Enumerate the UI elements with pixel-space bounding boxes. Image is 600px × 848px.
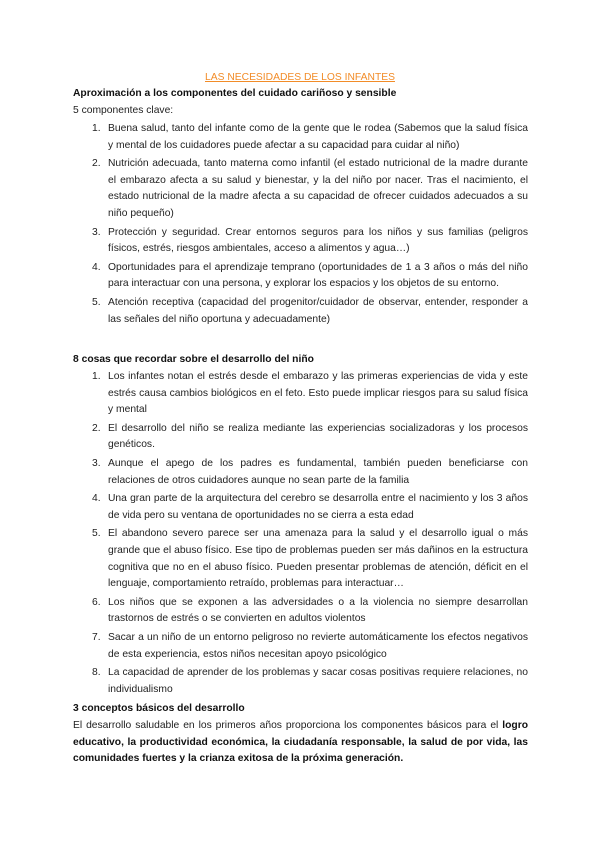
list-item-text: Buena salud, tanto del infante como de la gente que le rodea (Sabemos que la salud física y mental de los cuidadores puede afectar a su capacidad para cuidar al niño) — [108, 123, 528, 151]
section3-bold-text: logro educativo, la productividad económica, la ciudadanía responsable, la salud de por vida, las comunidades fuertes y la crianza exitosa de la próxima generación. — [73, 720, 528, 765]
list-item-number: 4. — [92, 261, 101, 273]
list-item-number: 6. — [92, 596, 101, 608]
list-item — [73, 456, 528, 489]
list-item-number: 1. — [92, 123, 101, 134]
list-item-text: Aunque el apego de los padres es fundamental, también pueden beneficiarse con relaciones de otros cuidadores aunque no sean parte de la familia — [108, 457, 528, 486]
list-item — [73, 295, 528, 328]
list-item-number: 2. — [92, 422, 101, 434]
list-item — [73, 156, 528, 222]
list-item — [73, 260, 528, 293]
section3-text: El desarrollo saludable en los primeros años proporciona los componentes básicos para el — [73, 720, 503, 731]
list-item — [73, 121, 528, 154]
section1-heading: Aproximación a los componentes del cuidado cariñoso y sensible — [73, 88, 397, 99]
list-item-text: Los infantes notan el estrés desde el embarazo y las primeras experiencias de vida y este estrés causa cambios biológicos en el feto. Esto puede implicar riesgos para su salud física y mental — [108, 371, 528, 416]
list-item-number: 4. — [92, 493, 101, 505]
document-title: LAS NECESIDADES DE LOS INFANTES — [205, 72, 395, 83]
list-item — [73, 491, 528, 524]
list-item — [73, 225, 528, 258]
section2-list — [73, 369, 528, 700]
list-item-number: 2. — [92, 158, 101, 170]
list-item-text: Una gran parte de la arquitectura del cerebro se desarrolla entre el nacimiento y los 3 años de vida pero su ventana de oportunidades no se cierra a esta edad — [108, 493, 528, 521]
list-item — [73, 421, 528, 454]
section3-paragraph — [73, 718, 528, 768]
section2-heading: 8 cosas que recordar sobre el desarrollo del niño — [73, 354, 314, 365]
list-item-number: 1. — [92, 371, 101, 382]
section1-intro: 5 componentes clave: — [73, 105, 174, 116]
list-item-number: 5. — [92, 296, 101, 308]
list-item — [73, 630, 528, 663]
list-item-number: 3. — [92, 226, 101, 238]
list-item — [73, 526, 528, 592]
section1-list — [73, 121, 528, 330]
list-item-text: El abandono severo parece ser una amenaza para la salud y el desarrollo igual o más grande que el abuso físico. Ese tipo de problemas pueden ser más dañinos en la estructura cognitiva que no en el abuso físico. Pueden presentar problemas de atención, déficit en el lenguaje, comportamiento retraído, problemas para interactuar… — [108, 528, 528, 590]
list-item-number: 7. — [92, 631, 101, 643]
list-item-number: 8. — [92, 667, 101, 679]
list-item-number: 5. — [92, 528, 101, 540]
list-item-text: La capacidad de aprender de los problemas y sacar cosas positivas requiere relaciones, no individualismo — [108, 667, 528, 695]
list-item-text: Sacar a un niño de un entorno peligroso no revierte automáticamente los efectos negativos de esta experiencia, estos niños necesitan apoyo psicológico — [108, 631, 528, 660]
list-item-text: Nutrición adecuada, tanto materna como infantil (el estado nutricional de la madre durante el embarazo afecta a su salud y bienestar, y la del niño por nacer. Tras el nacimiento, el estado nutricional de la madre afecta a su capacidad de ofrecer cuidados adecuados a su niño pequeño) — [108, 158, 528, 219]
list-item — [73, 595, 528, 628]
list-item — [73, 369, 528, 419]
section3-heading: 3 conceptos básicos del desarrollo — [73, 703, 245, 714]
list-item-number: 3. — [92, 457, 101, 469]
list-item-text: Los niños que se exponen a las adversidades o a la violencia no siempre desarrollan trastornos de estrés o se convierten en adultos violentos — [108, 596, 528, 625]
list-item — [73, 665, 528, 698]
list-item-text: El desarrollo del niño se realiza mediante las experiencias socializadoras y los procesos genéticos. — [108, 422, 528, 451]
list-item-text: Oportunidades para el aprendizaje temprano (oportunidades de 1 a 3 años o más del niño para interactuar con una persona, y explorar los espacios y los objetos de su entorno. — [108, 261, 528, 290]
list-item-text: Protección y seguridad. Crear entornos seguros para los niños y sus familias (peligros físicos, estrés, riesgos ambientales, acceso a alimentos y agua…) — [108, 226, 528, 255]
list-item-text: Atención receptiva (capacidad del progenitor/cuidador de observar, entender, responder a las señales del niño oportuna y adecuadamente) — [108, 296, 528, 325]
